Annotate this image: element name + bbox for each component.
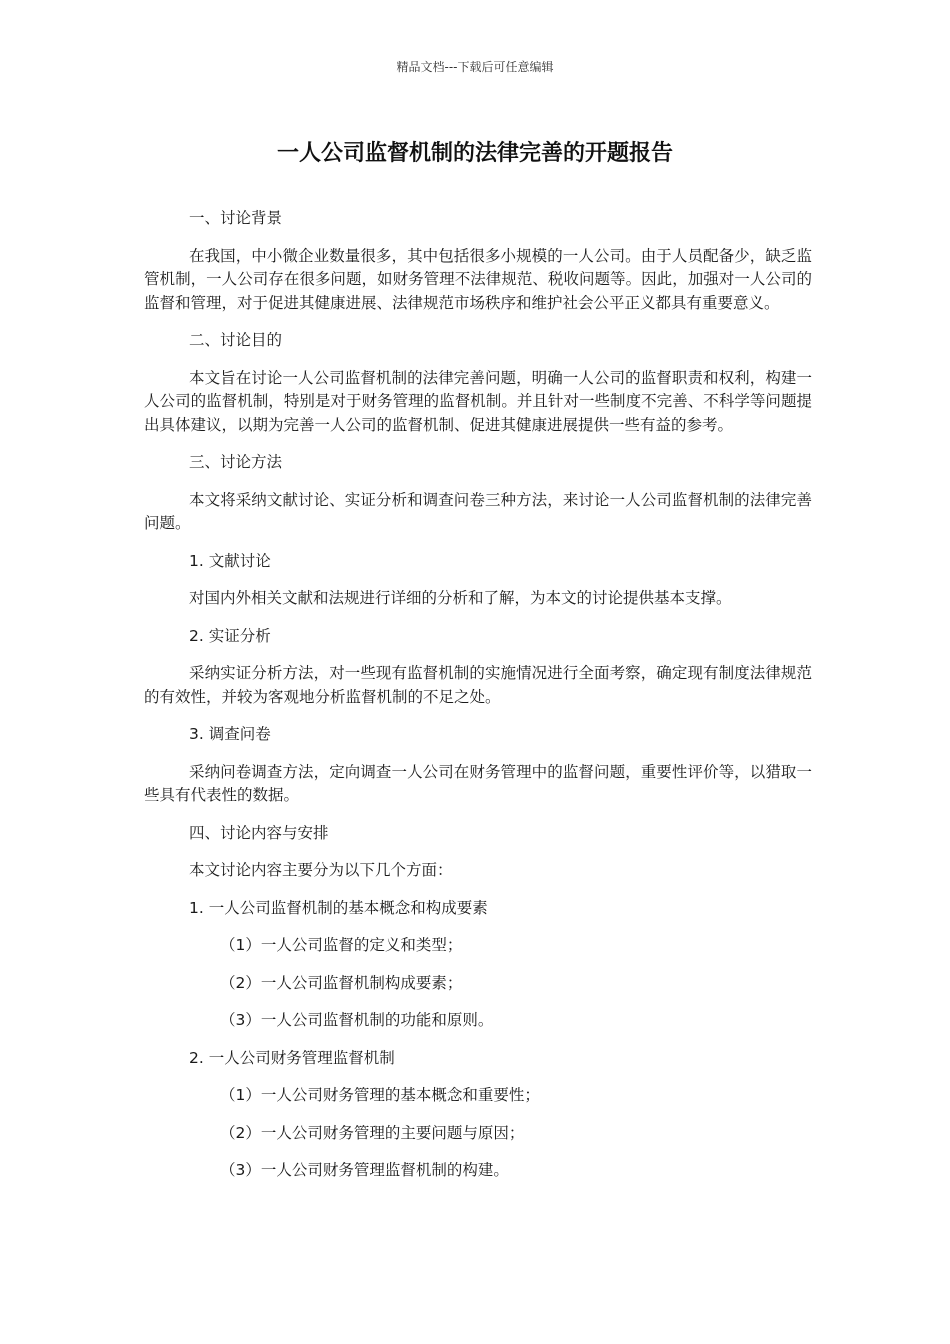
method-heading-empirical: 2. 实证分析 <box>189 626 271 645</box>
content-intro: 本文讨论内容主要分为以下几个方面： <box>189 861 453 879</box>
document-body <box>144 207 812 1197</box>
section-heading-content: 四、讨论内容与安排 <box>189 823 329 842</box>
document-title: 一人公司监督机制的法律完善的开题报告 <box>276 141 673 166</box>
method-heading-survey: 3. 调查问卷 <box>189 725 271 743</box>
content-item-1: 1. 一人公司监督机制的基本概念和构成要素 <box>189 898 488 917</box>
section-heading-background: 一、讨论背景 <box>189 209 283 227</box>
paragraph-background: 在我国，中小微企业数量很多，其中包括很多小规模的一人公司。由于人员配备少，缺乏监管机制，一人公司存在很多问题，如财务管理不法律规范、税收问题等。因此，加强对一人公司的监督和管理，对于促进其健康进展、法律规范市场秩序和维护社会公平正义都具有重要意义。 <box>144 246 812 312</box>
paragraph-methods: 本文将采纳文献讨论、实证分析和调查问卷三种方法，来讨论一人公司监督机制的法律完善问题。 <box>144 490 812 532</box>
content-subitem-1-3: （3）一人公司监督机制的功能和原则。 <box>220 1011 494 1029</box>
content-subitem-1-1: （1）一人公司监督的定义和类型； <box>220 936 463 954</box>
content-subitem-2-1: （1）一人公司财务管理的基本概念和重要性； <box>220 1086 540 1104</box>
content-subitem-1-2: （2）一人公司监督机制构成要素； <box>220 973 463 992</box>
page-header: 精品文档---下载后可任意编辑 <box>396 60 554 74</box>
content-subitem-2-3: （3）一人公司财务管理监督机制的构建。 <box>220 1161 509 1179</box>
section-heading-methods: 三、讨论方法 <box>189 453 283 471</box>
section-heading-purpose: 二、讨论目的 <box>189 331 283 349</box>
content-subitem-2-2: （2）一人公司财务管理的主要问题与原因； <box>220 1123 525 1142</box>
paragraph-literature: 对国内外相关文献和法规进行详细的分析和了解，为本文的讨论提供基本支撑。 <box>189 589 732 607</box>
paragraph-empirical: 采纳实证分析方法，对一些现有监督机制的实施情况进行全面考察，确定现有制度法律规范的有效性，并较为客观地分析监督机制的不足之处。 <box>144 664 812 706</box>
paragraph-survey: 采纳问卷调查方法，定向调查一人公司在财务管理中的监督问题，重要性评价等，以猎取一些具有代表性的数据。 <box>144 762 812 804</box>
paragraph-purpose: 本文旨在讨论一人公司监督机制的法律完善问题，明确一人公司的监督职责和权利，构建一人公司的监督机制，特别是对于财务管理的监督机制。并且针对一些制度不完善、不科学等问题提出具体建议，以期为完善一人公司的监督机制、促进其健康进展提供一些有益的参考。 <box>144 368 812 434</box>
content-item-2: 2. 一人公司财务管理监督机制 <box>189 1048 395 1067</box>
method-heading-literature: 1. 文献讨论 <box>189 551 271 570</box>
